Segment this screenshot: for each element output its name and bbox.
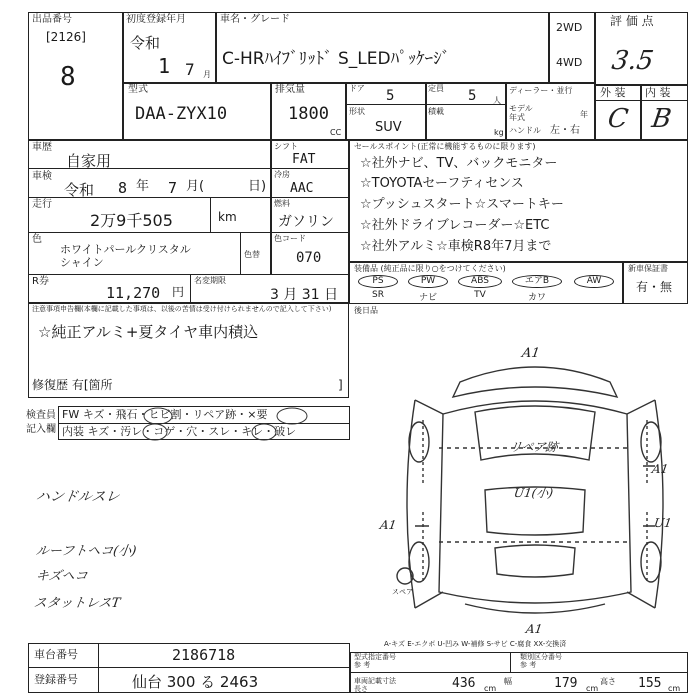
era: 令和 bbox=[130, 34, 161, 52]
year-unit: 年 bbox=[580, 110, 588, 119]
equip-code: PW bbox=[408, 275, 448, 288]
length-label: 長さ bbox=[354, 685, 368, 693]
check-row-1: FW キズ・飛石・ヒビ割・リペア跡・×要 bbox=[62, 408, 268, 421]
after-label: 後日品 bbox=[354, 306, 378, 315]
chassis-label: 車台番号 bbox=[34, 648, 78, 661]
lot-label: 出品番号 bbox=[32, 14, 72, 25]
doors-label: ドア bbox=[349, 84, 365, 93]
length-unit: cm bbox=[484, 684, 497, 693]
spec-label: 型式指定番号 参 考 bbox=[354, 653, 396, 669]
damage-mark: A1 bbox=[379, 518, 398, 532]
check-label-1: 検査員 bbox=[26, 410, 56, 421]
equip-code: ABS bbox=[458, 275, 502, 288]
ac-label: 冷房 bbox=[274, 170, 290, 179]
damage-mark: リペア跡 bbox=[508, 440, 559, 454]
check-row-2: 内装 キズ・汚レ・コゲ・穴・スレ・キレ・破レ bbox=[62, 425, 297, 438]
header-frame bbox=[28, 12, 688, 140]
person-unit: 人 bbox=[493, 96, 501, 105]
inspection-year: 8 bbox=[118, 179, 128, 197]
exterior-label: 外 装 bbox=[600, 86, 626, 99]
interior-grade: B bbox=[649, 104, 674, 134]
reg-month: 7 bbox=[185, 60, 195, 79]
score-label: 評 価 点 bbox=[610, 14, 654, 28]
mileage-label: 走行 bbox=[32, 199, 52, 210]
usage-label: 車歴 bbox=[32, 142, 52, 153]
first-reg-label: 初度登録年月 bbox=[126, 14, 186, 25]
handle-label: ハンドル bbox=[509, 126, 541, 135]
mileage-value: 2万9千505 bbox=[90, 211, 173, 230]
color-label: 色 bbox=[32, 234, 42, 245]
capacity-value: 5 bbox=[468, 88, 477, 104]
color-value: ホワイトパールクリスタル シャイン bbox=[60, 243, 191, 269]
capacity-label: 定員 bbox=[428, 84, 444, 93]
equip-name: TV bbox=[474, 290, 486, 300]
shift-label: シフト bbox=[274, 142, 298, 151]
car-name-label: 車名・グレード bbox=[220, 14, 290, 25]
handwritten-note: ハンドルスレ bbox=[34, 489, 121, 505]
warranty-value: 有・無 bbox=[636, 280, 673, 294]
damage-mark: A1 bbox=[525, 622, 544, 636]
shape-value: SUV bbox=[375, 120, 402, 135]
dealer-label: ディーラー・並行 bbox=[509, 86, 573, 95]
equip-code: エアB bbox=[512, 275, 562, 288]
equip-code: AW bbox=[574, 275, 614, 288]
day-unit: 日) bbox=[248, 179, 267, 194]
doors-value: 5 bbox=[386, 88, 395, 104]
chassis-value: 2186718 bbox=[172, 646, 236, 664]
load-label: 積載 bbox=[428, 107, 444, 116]
handwritten-note: ルーフトヘコ(小) bbox=[34, 544, 138, 559]
width-value: 179 bbox=[554, 676, 578, 691]
damage-legend: A-キズ E-エクボ U-凹み W-補修 S-サビ C-腐食 XX-交換済 bbox=[384, 640, 567, 648]
month-unit: 月 bbox=[203, 70, 211, 79]
lot-number: 8 bbox=[60, 62, 76, 92]
reg-year: 1 bbox=[158, 54, 171, 78]
class-label: 類別区分番号 参 考 bbox=[520, 653, 562, 669]
exterior-grade: C bbox=[605, 104, 631, 134]
handwritten-note: スタットレスT bbox=[32, 596, 122, 611]
score-value: 3.5 bbox=[609, 46, 656, 76]
height-label: 高さ bbox=[600, 677, 616, 686]
repair-label: 修復歴 有[箇所 bbox=[32, 378, 113, 392]
km-unit: km bbox=[218, 210, 237, 224]
height-unit: cm bbox=[668, 684, 681, 693]
color-code-label: 色コード bbox=[274, 234, 306, 243]
gatsu-unit: 月( bbox=[186, 179, 205, 194]
notes-label: 注意事項申告欄(本欄に記載した事項は、以後の苦情は受け付けられませんので記入して下さい) bbox=[32, 305, 332, 313]
handle-value: 左・右 bbox=[550, 125, 580, 136]
length-value: 436 bbox=[452, 676, 476, 691]
equip-name: カワ bbox=[527, 293, 546, 303]
width-unit: cm bbox=[586, 684, 599, 693]
notes-text: ☆純正アルミ+夏タイヤ車内積込 bbox=[38, 323, 259, 341]
displacement-label: 排気量 bbox=[275, 84, 305, 95]
handwritten-note: キズヘコ bbox=[34, 569, 89, 584]
damage-mark: A1 bbox=[651, 462, 670, 476]
cc-unit: CC bbox=[330, 128, 342, 137]
shift-value: FAT bbox=[292, 152, 316, 167]
sales-label: セールスポイント(正常に機能するものに限ります) bbox=[354, 142, 536, 151]
recycle-value: 11,270 bbox=[106, 284, 161, 302]
tax-label: 名変期限 bbox=[194, 276, 226, 285]
color-code-value: 070 bbox=[296, 250, 322, 266]
interior-label: 内 装 bbox=[645, 86, 671, 99]
equip-name: SR bbox=[372, 290, 384, 300]
tax-deadline: 3 月 31 日 bbox=[270, 287, 339, 303]
model-label: 型式 bbox=[128, 84, 148, 95]
color-change-label: 色替 bbox=[244, 250, 260, 259]
registration-value: 仙台 300 る 2463 bbox=[132, 673, 259, 691]
shape-label: 形状 bbox=[349, 107, 365, 116]
equip-name: ナビ bbox=[418, 293, 437, 303]
check-circles bbox=[140, 404, 340, 444]
fuel-label: 燃料 bbox=[274, 199, 290, 208]
repair-close: ] bbox=[338, 378, 343, 392]
equip-code: PS bbox=[358, 275, 398, 288]
model-value: DAA-ZYX10 bbox=[135, 104, 228, 124]
drive-2wd: 2WD bbox=[556, 21, 583, 34]
recycle-label: R券 bbox=[32, 276, 49, 287]
check-label-2: 記入欄 bbox=[26, 424, 56, 435]
damage-mark: U1 bbox=[653, 516, 673, 530]
car-name: C-HRﾊｲﾌﾞﾘｯﾄﾞ S_LEDﾊﾟｯｹｰｼﾞ bbox=[222, 49, 451, 69]
model-year-label: モデル年式 bbox=[509, 104, 533, 122]
sales-point: ☆社外ナビ、TV、バックモニター bbox=[360, 156, 558, 171]
height-value: 155 bbox=[638, 676, 662, 691]
inspection-month: 7 bbox=[168, 179, 178, 197]
inspection-era: 令和 bbox=[64, 181, 95, 199]
sales-point: ☆社外アルミ☆車検R8年7月まで bbox=[360, 239, 552, 254]
lot-code: [2126] bbox=[46, 30, 86, 44]
sales-point: ☆プッシュスタート☆スマートキー bbox=[360, 197, 564, 212]
damage-mark: U1(小) bbox=[512, 486, 555, 500]
equipment-label: 装備品 (純正品に限り○をつけてください) bbox=[354, 264, 506, 273]
inspection-label: 車検 bbox=[32, 171, 52, 182]
sales-point: ☆社外ドライブレコーダー☆ETC bbox=[360, 218, 550, 233]
warranty-label: 新車保証書 bbox=[628, 264, 668, 273]
fuel-value: ガソリン bbox=[278, 214, 334, 230]
sales-point: ☆TOYOTAセーフティセンス bbox=[360, 176, 524, 191]
displacement-value: 1800 bbox=[288, 104, 329, 124]
width-label: 幅 bbox=[504, 677, 512, 686]
spare-label: スペア bbox=[392, 588, 413, 596]
damage-mark: A1 bbox=[520, 346, 541, 361]
ac-value: AAC bbox=[290, 181, 314, 196]
registration-label: 登録番号 bbox=[34, 673, 78, 686]
usage-value: 自家用 bbox=[66, 152, 112, 170]
dims-label: 車両記載寸法 bbox=[354, 677, 396, 685]
drive-4wd: 4WD bbox=[556, 56, 583, 69]
yen-unit: 円 bbox=[172, 285, 185, 299]
nen-unit: 年 bbox=[136, 179, 150, 194]
kg-unit: kg bbox=[494, 128, 504, 137]
